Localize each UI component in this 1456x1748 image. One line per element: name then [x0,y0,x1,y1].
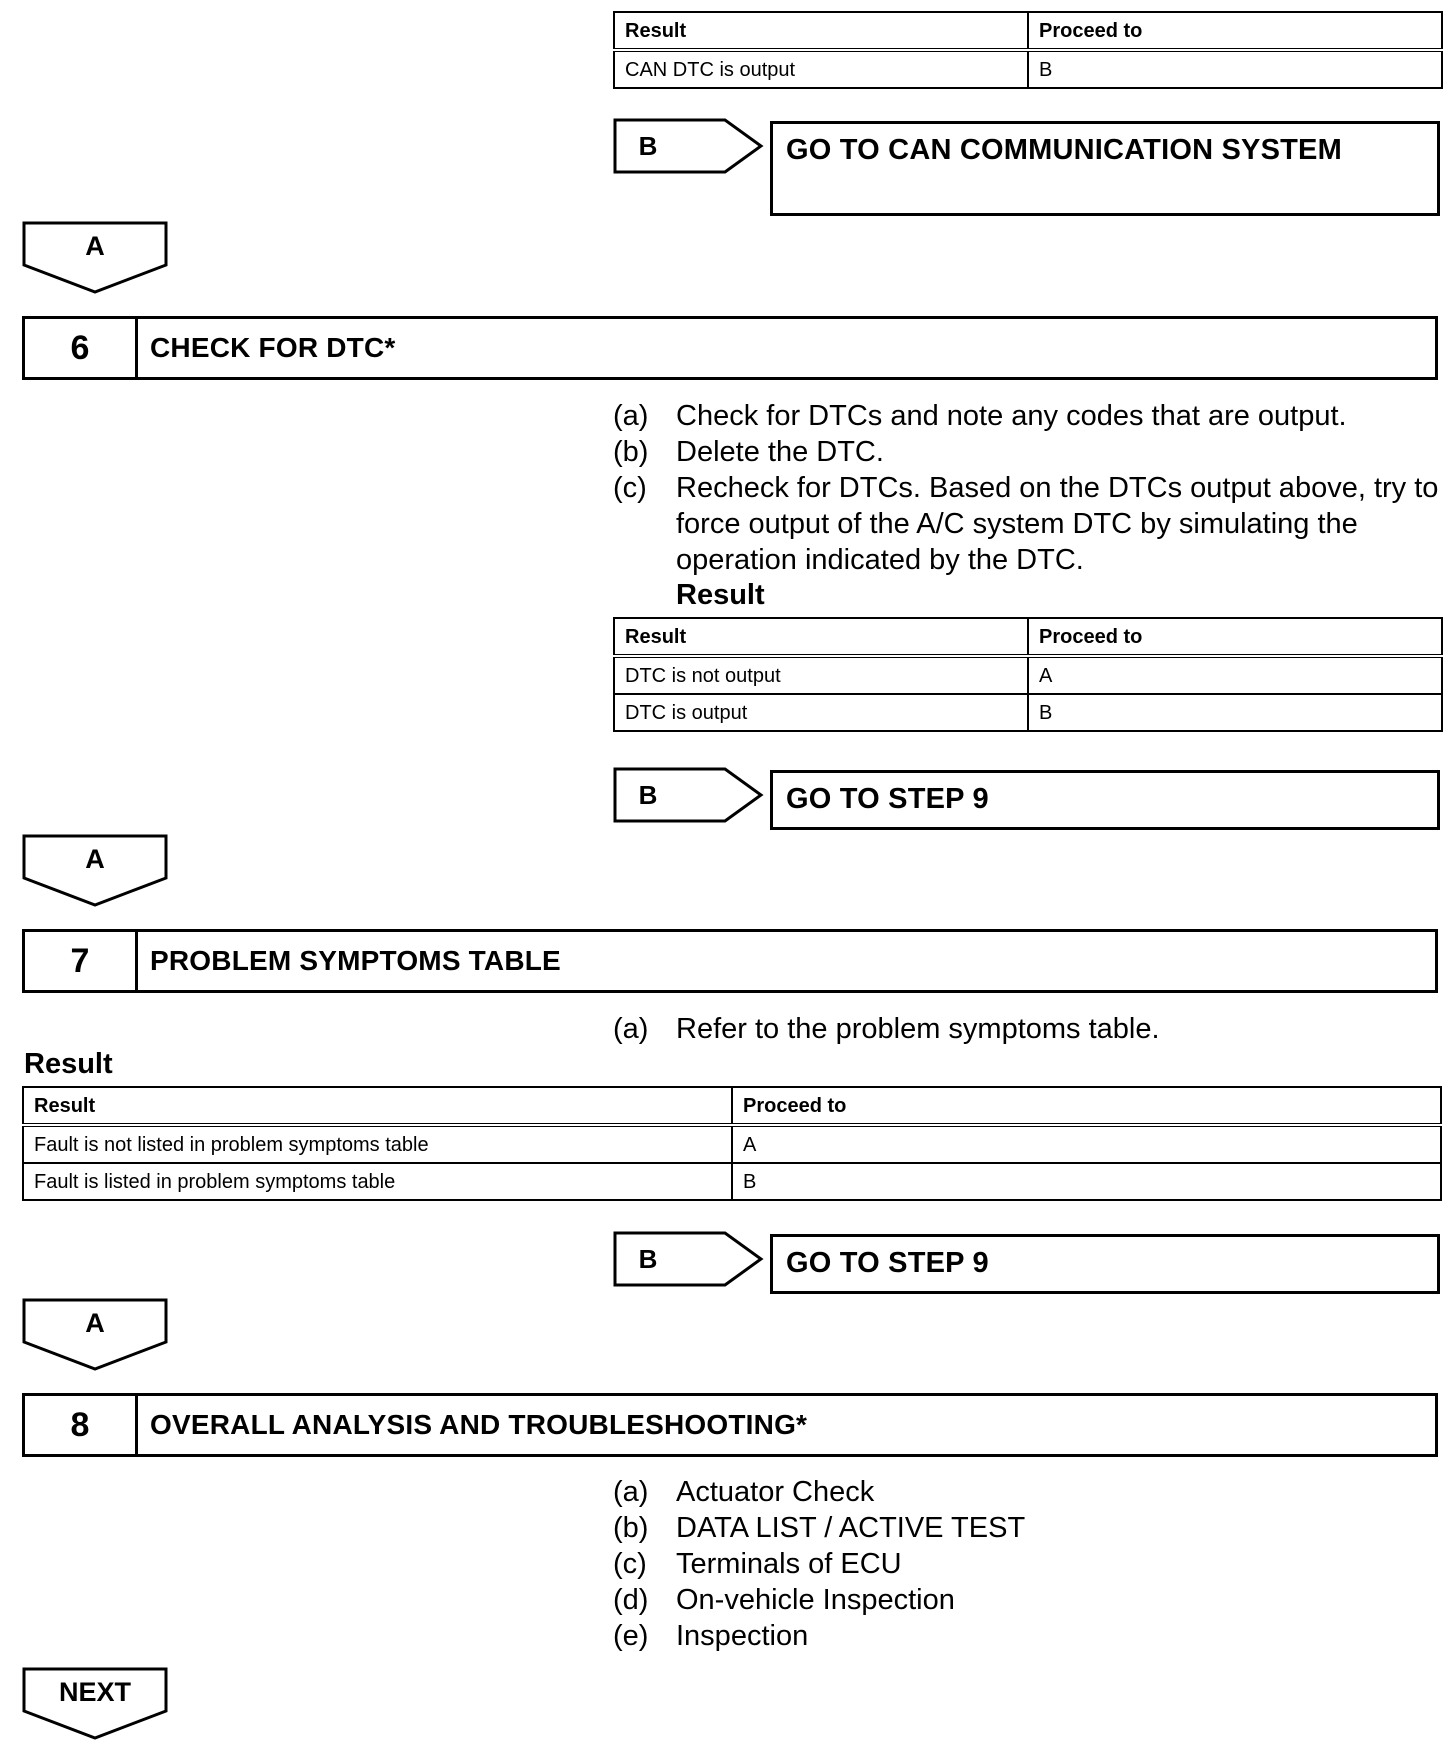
step-8-instructions [613,1474,1443,1654]
table-row [23,1163,1441,1200]
step-7-header [22,929,1438,993]
item-label: (a) [613,1476,649,1508]
cell-proceed: B [1028,694,1442,731]
table-row [614,694,1442,731]
table-header-row [614,12,1442,50]
proceed-a-arrow[interactable] [22,834,168,908]
cell-result: DTC is not output [614,656,1028,694]
item-text: Recheck for DTCs. Based on the DTCs output above, try to force output of the A/C system DTC by simulating the operation indicated by the DTC. [676,472,1439,576]
header-proceed-to: Proceed to [1028,12,1442,50]
result-table-step-7 [22,1086,1442,1201]
item-text: Check for DTCs and note any codes that are output. [676,400,1347,432]
table-row [614,50,1442,88]
goto-step-9-box[interactable]: GO TO STEP 9 [770,770,1440,830]
list-item [613,434,1443,470]
cell-proceed: B [1028,50,1442,88]
list-item [613,1474,1443,1510]
step-8-header [22,1393,1438,1457]
table-row [23,1125,1441,1163]
result-heading: Result [676,579,765,611]
step-title: OVERALL ANALYSIS AND TROUBLESHOOTING* [150,1409,808,1440]
list-item [613,1546,1443,1582]
result-table-can [613,11,1443,89]
item-text: Terminals of ECU [676,1548,902,1580]
table-header-row [23,1087,1441,1125]
header-result: Result [614,618,1028,656]
item-text: Delete the DTC. [676,436,884,468]
list-item [613,470,1443,578]
item-text: Inspection [676,1620,809,1652]
result-heading: Result [24,1048,113,1080]
cell-proceed: A [1028,656,1442,694]
step-number: 8 [25,1396,138,1454]
item-text: Refer to the problem symptoms table. [676,1013,1160,1045]
goto-can-communication-box[interactable]: GO TO CAN COMMUNICATION SYSTEM [770,121,1440,216]
branch-tag-label: B [638,1243,658,1274]
step-number: 6 [25,319,138,377]
next-arrow[interactable] [22,1667,168,1741]
item-label: (a) [613,1013,649,1045]
item-text: DATA LIST / ACTIVE TEST [676,1512,1026,1544]
step-number: 7 [25,932,138,990]
item-label: (c) [613,1548,647,1580]
list-item [613,1582,1443,1618]
table-header-row [614,618,1442,656]
item-label: (e) [613,1620,649,1652]
arrow-label: NEXT [58,1676,131,1707]
header-result: Result [23,1087,732,1125]
item-label: (d) [613,1584,649,1616]
step-7-instructions [613,1011,1443,1047]
cell-proceed: B [732,1163,1441,1200]
item-text: Actuator Check [676,1476,875,1508]
branch-b-arrow[interactable] [613,118,765,174]
cell-result: Fault is not listed in problem symptoms table [23,1125,732,1163]
item-label: (a) [613,400,649,432]
header-proceed-to: Proceed to [732,1087,1441,1125]
item-text: On-vehicle Inspection [676,1584,955,1616]
cell-result: CAN DTC is output [614,50,1028,88]
cell-proceed: A [732,1125,1441,1163]
cell-result: DTC is output [614,694,1028,731]
proceed-a-arrow[interactable] [22,1298,168,1372]
proceed-a-arrow[interactable] [22,221,168,295]
list-item [613,1618,1443,1654]
table-row [614,656,1442,694]
result-table-step-6 [613,617,1443,732]
step-title: CHECK FOR DTC* [150,332,396,363]
item-label: (b) [613,1512,649,1544]
list-item [613,1011,1443,1047]
header-proceed-to: Proceed to [1028,618,1442,656]
step-6-header [22,316,1438,380]
branch-b-arrow[interactable] [613,1231,765,1287]
arrow-label: A [85,1307,105,1338]
arrow-label: A [85,230,105,261]
header-result: Result [614,12,1028,50]
list-item [613,398,1443,434]
item-label: (c) [613,472,647,504]
list-item [613,1510,1443,1546]
goto-step-9-box[interactable]: GO TO STEP 9 [770,1234,1440,1294]
item-label: (b) [613,436,649,468]
branch-b-arrow[interactable] [613,767,765,823]
step-6-instructions [613,398,1443,578]
step-title: PROBLEM SYMPTOMS TABLE [150,945,561,976]
branch-tag-label: B [638,779,658,810]
branch-tag-label: B [638,130,658,161]
arrow-label: A [85,843,105,874]
cell-result: Fault is listed in problem symptoms table [23,1163,732,1200]
